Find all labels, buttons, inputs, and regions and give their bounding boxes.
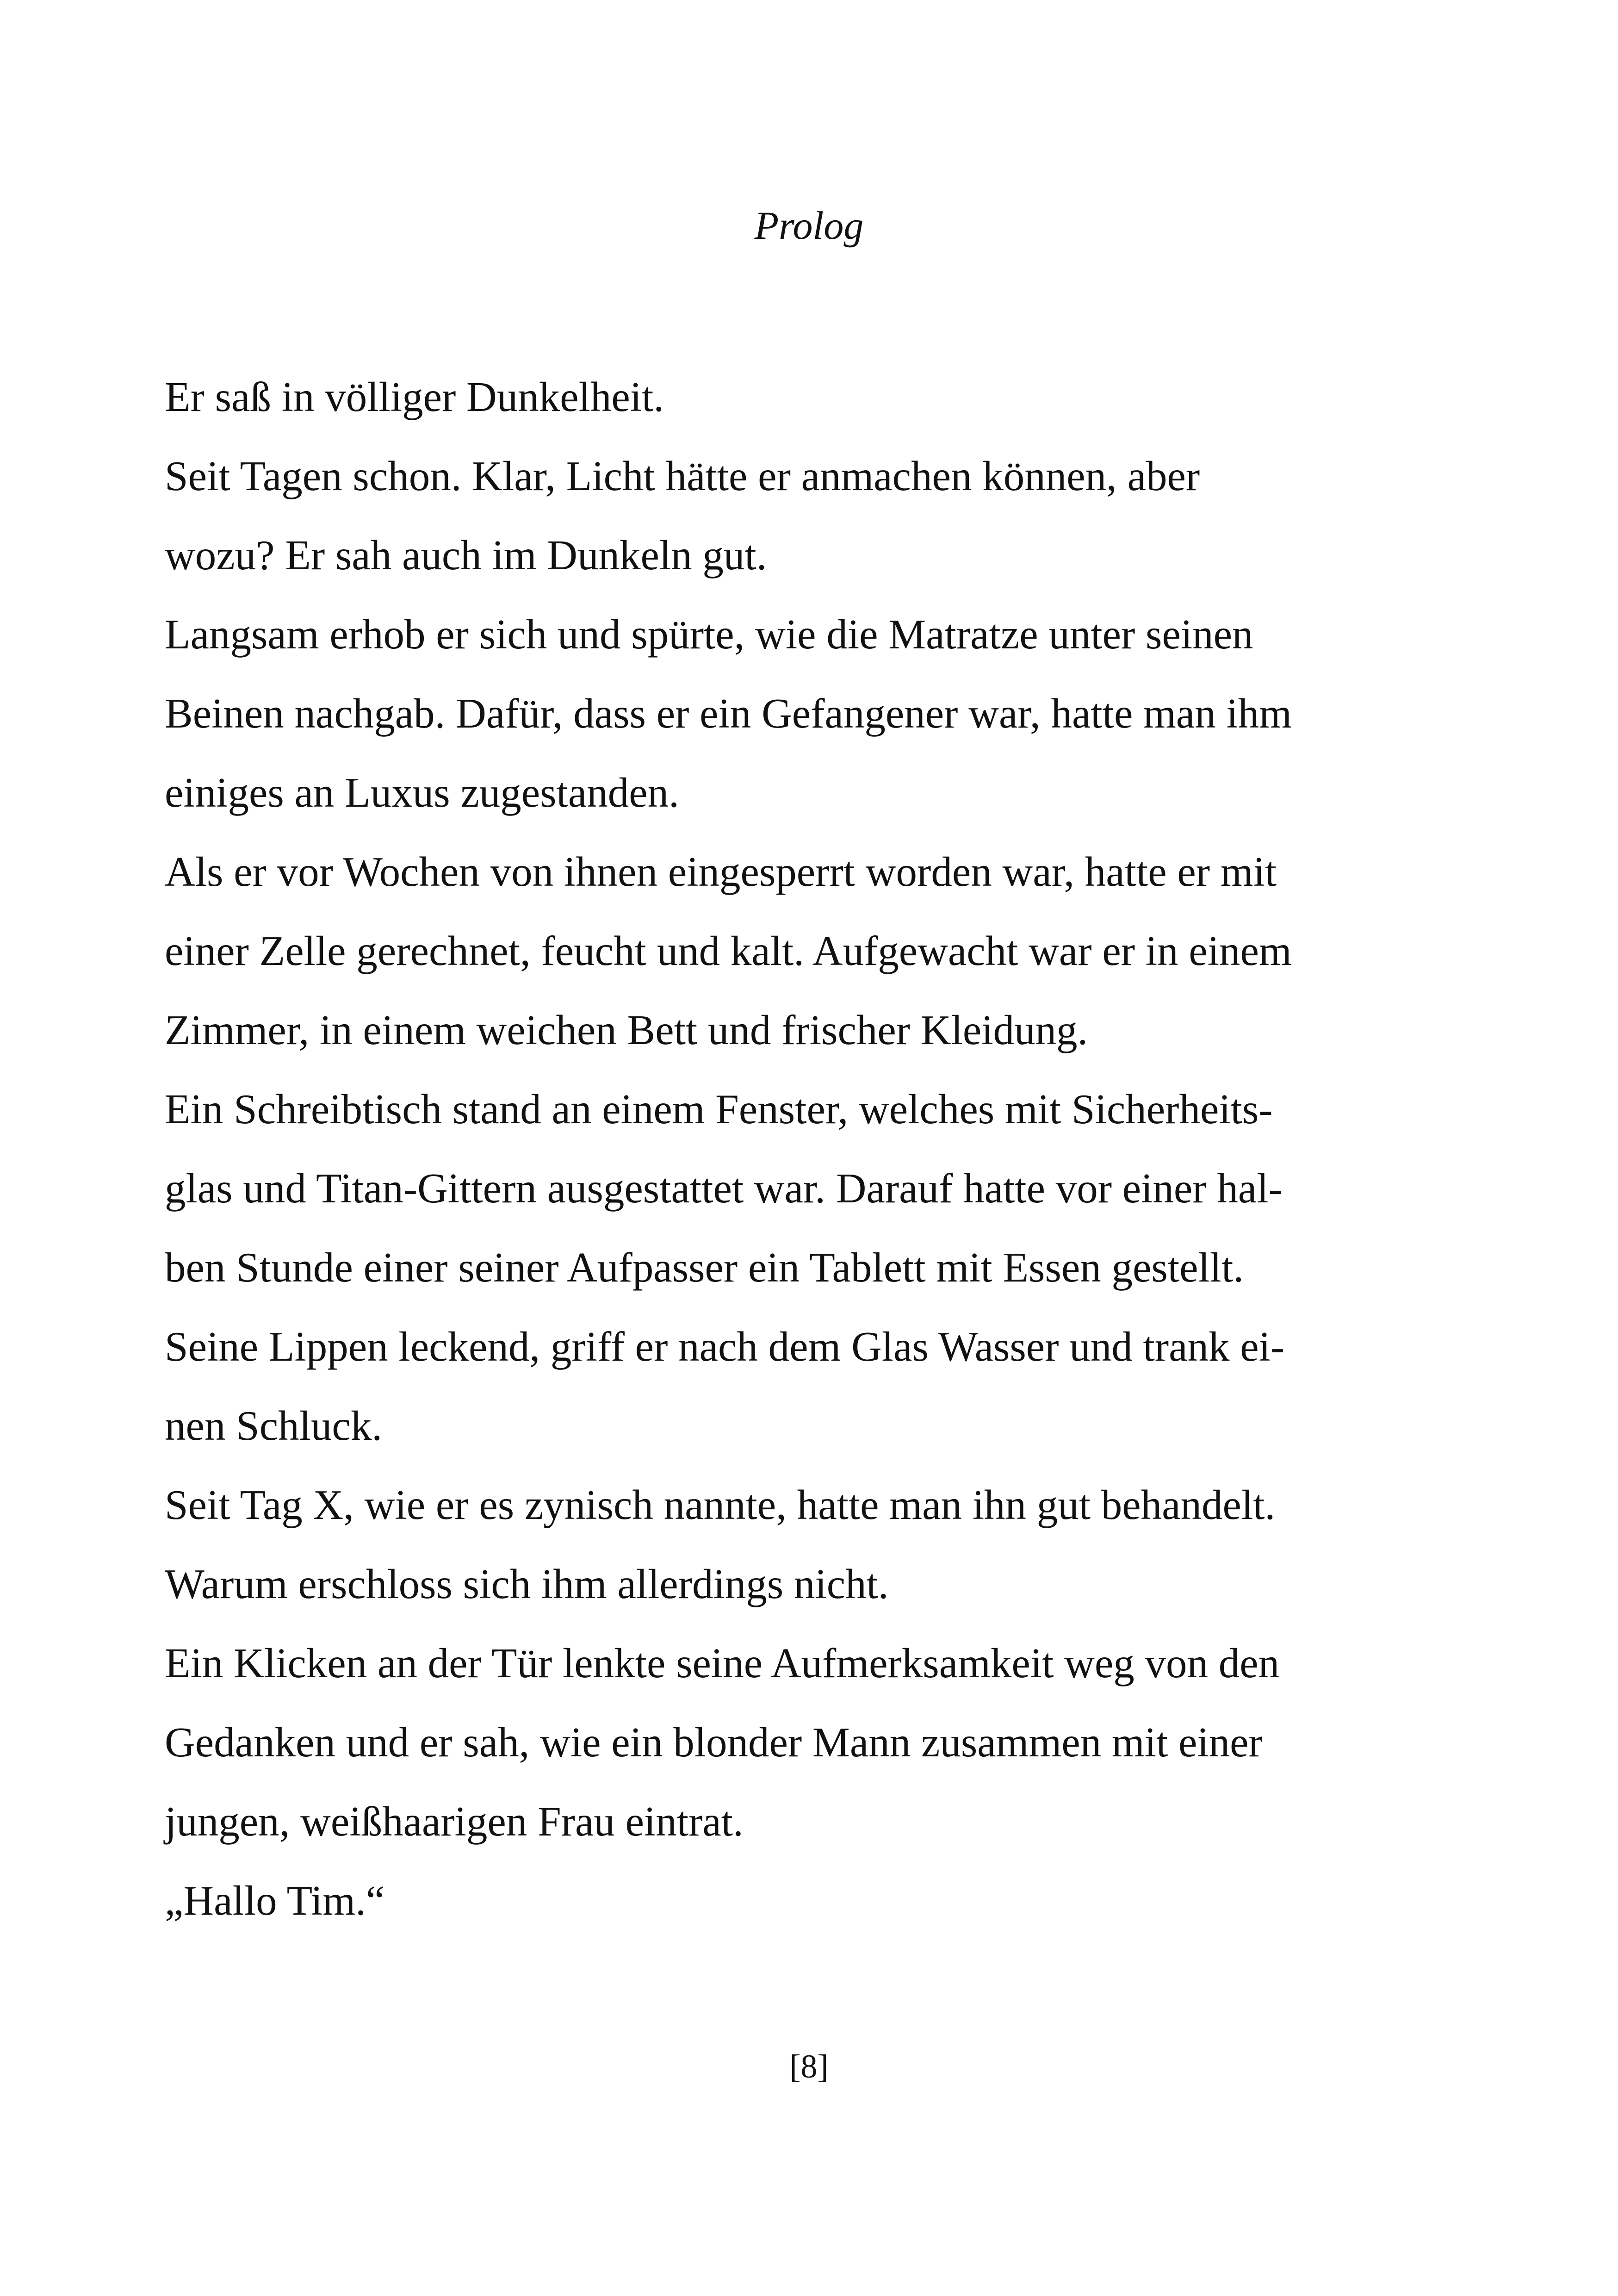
text-line: einiges an Luxus zugestanden. (165, 769, 679, 816)
text-line: Gedanken und er sah, wie ein blonder Mann zusammen mit einer (165, 1719, 1263, 1766)
text-line: Langsam erhob er sich und spürte, wie die Matratze unter seinen (165, 611, 1253, 658)
text-line: Er saß in völliger Dunkelheit. (165, 373, 664, 420)
body-text (165, 357, 1460, 1940)
text-line: „Hallo Tim.“ (165, 1877, 385, 1924)
text-line: Seine Lippen leckend, griff er nach dem Glas Wasser und trank ei- (165, 1323, 1285, 1370)
text-line: jungen, weißhaarigen Frau eintrat. (165, 1798, 744, 1845)
text-line: Als er vor Wochen von ihnen eingesperrt worden war, hatte er mit (165, 848, 1277, 895)
page-number: [8] (789, 2048, 829, 2085)
text-line: Beinen nachgab. Dafür, dass er ein Gefangener war, hatte man ihm (165, 690, 1292, 737)
chapter-title: Prolog (754, 203, 864, 248)
text-line: nen Schluck. (165, 1402, 383, 1449)
text-line: ben Stunde einer seiner Aufpasser ein Tablett mit Essen gestellt. (165, 1244, 1244, 1291)
text-line: Ein Klicken an der Tür lenkte seine Aufmerksamkeit weg von den (165, 1640, 1280, 1686)
text-line: glas und Titan-Gittern ausgestattet war. Darauf hatte vor einer hal- (165, 1165, 1283, 1212)
text-line: Seit Tagen schon. Klar, Licht hätte er anmachen können, aber (165, 453, 1200, 499)
text-line: wozu? Er sah auch im Dunkeln gut. (165, 532, 767, 579)
text-line: einer Zelle gerechnet, feucht und kalt. Aufgewacht war er in einem (165, 927, 1292, 974)
text-line: Zimmer, in einem weichen Bett und frischer Kleidung. (165, 1007, 1088, 1053)
text-line: Seit Tag X, wie er es zynisch nannte, hatte man ihn gut behandelt. (165, 1481, 1276, 1528)
text-line: Warum erschloss sich ihm allerdings nicht. (165, 1561, 889, 1607)
text-line: Ein Schreibtisch stand an einem Fenster, welches mit Sicherheits- (165, 1086, 1273, 1132)
